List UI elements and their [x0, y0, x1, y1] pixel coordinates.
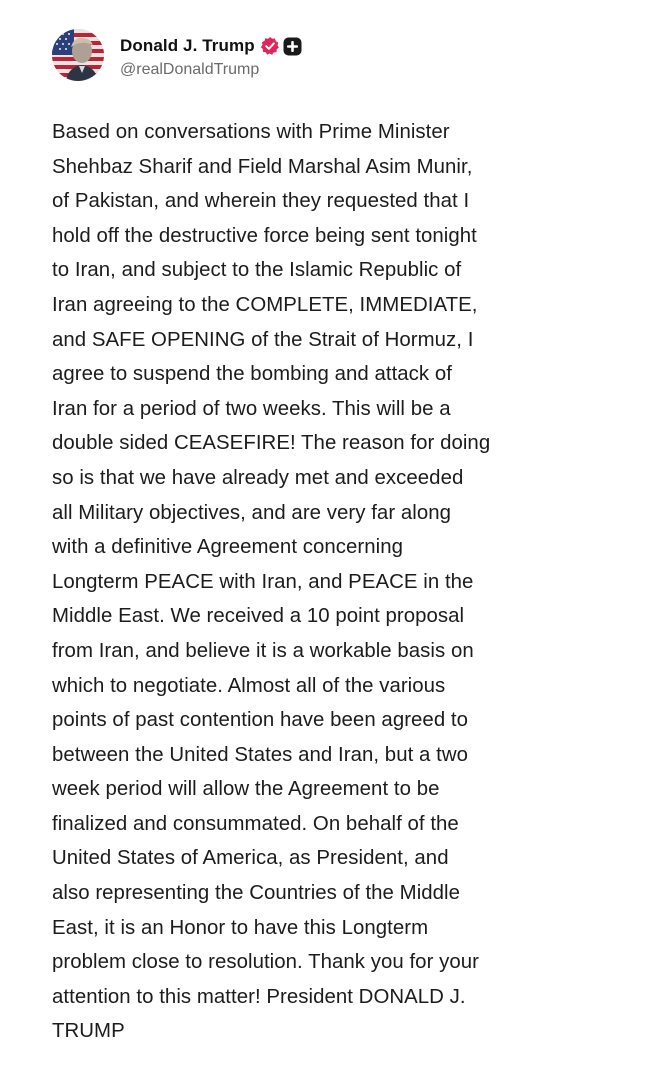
author-handle[interactable]: @realDonaldTrump: [120, 61, 260, 78]
avatar-flag-portrait-icon: [52, 29, 104, 81]
verified-badge-icon: [260, 36, 280, 56]
post-text: Based on conversations with Prime Minister Shehbaz Sharif and Field Marshal Asim Munir, of Pakistan, and wherein they requested that I hold off the destructive force being sent tonight to Iran, and subject to the Islamic Republic of Iran agreeing to the COMPLETE, IMMEDIATE, and SAFE OPENING of the Strait of Hormuz, I agree to suspend the bombing and attack of Iran for a period of two weeks. This will be a double sided CEASEFIRE! The reason for doing so is that we have already met and exceeded all Military objectives, and are very far along with a definitive Agreement concerning Longterm PEACE with Iran, and PEACE in the Middle East. We received a 10 point proposal from Iran, and believe it is a workable basis on which to negotiate. Almost all of the various points of past contention have been agreed to between the United States and Iran, but a two week period will allow the Agreement to be finalized and consummated. On behalf of the United States of America, as President, and also representing the Countries of the Middle East, it is an Honor to have this Longterm problem close to resolution. Thank you for your attention to this matter! President DONALD J. TRUMP: [52, 121, 491, 1043]
author-info: [120, 35, 302, 79]
avatar[interactable]: [52, 29, 104, 81]
name-row: [120, 35, 302, 57]
post-header: [52, 29, 302, 85]
plus-square-icon[interactable]: [283, 37, 302, 56]
display-name[interactable]: Donald J. Trump: [120, 36, 255, 55]
